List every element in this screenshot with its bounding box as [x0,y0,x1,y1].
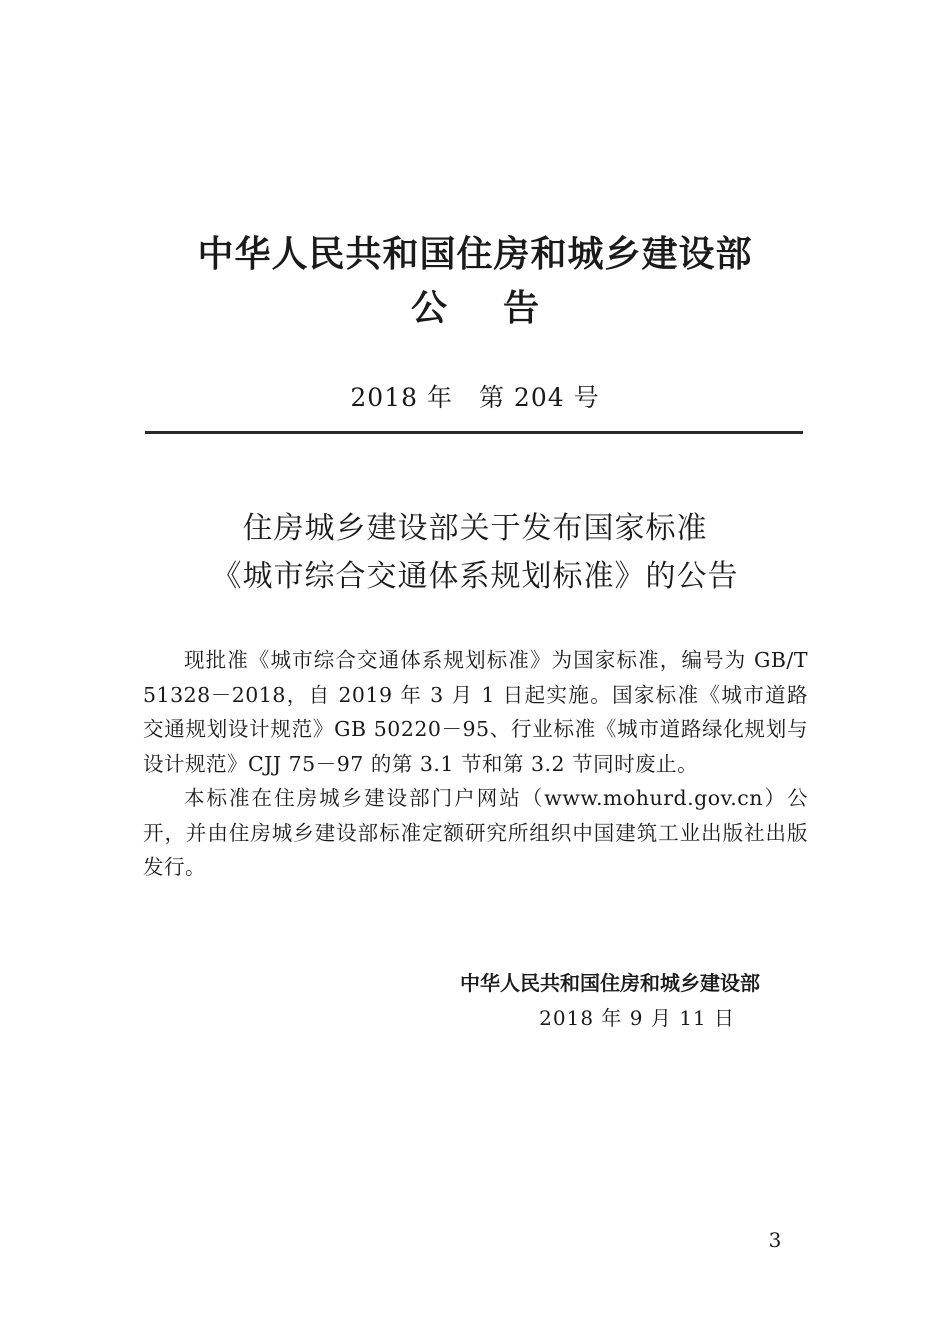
notice-body [143,643,808,885]
header-divider [145,431,803,434]
signature-organization: 中华人民共和国住房和城乡建设部 [460,971,760,995]
signature-date: 2018 年 9 月 11 日 [539,1006,735,1030]
body-paragraph-1: 现批准《城市综合交通体系规划标准》为国家标准，编号为 GB/T 51328－2018，自 2019 年 3 月 1 日起实施。国家标准《城市道路交通规划设计规范》GB 50220－95、行业标准《城市道路绿化规划与设计规范》CJJ 75－97 的第 3.1 节和第 3.2 节同时废止。 [143,648,808,776]
issuer-title: 中华人民共和国住房和城乡建设部 [197,234,753,275]
subject-line-2: 《城市综合交通体系规划标准》的公告 [211,559,739,594]
subject-line-1: 住房城乡建设部关于发布国家标准 [242,511,708,546]
notice-subject [0,505,950,601]
body-paragraph-2: 本标准在住房城乡建设部门户网站（www.mohurd.gov.cn）公开，并由住房城乡建设部标准定额研究所组织中国建筑工业出版社出版发行。 [143,786,808,879]
notice-title: 公告 [410,288,595,329]
page-number: 3 [768,1228,782,1252]
document-number: 2018 年 第 204 号 [350,383,600,412]
